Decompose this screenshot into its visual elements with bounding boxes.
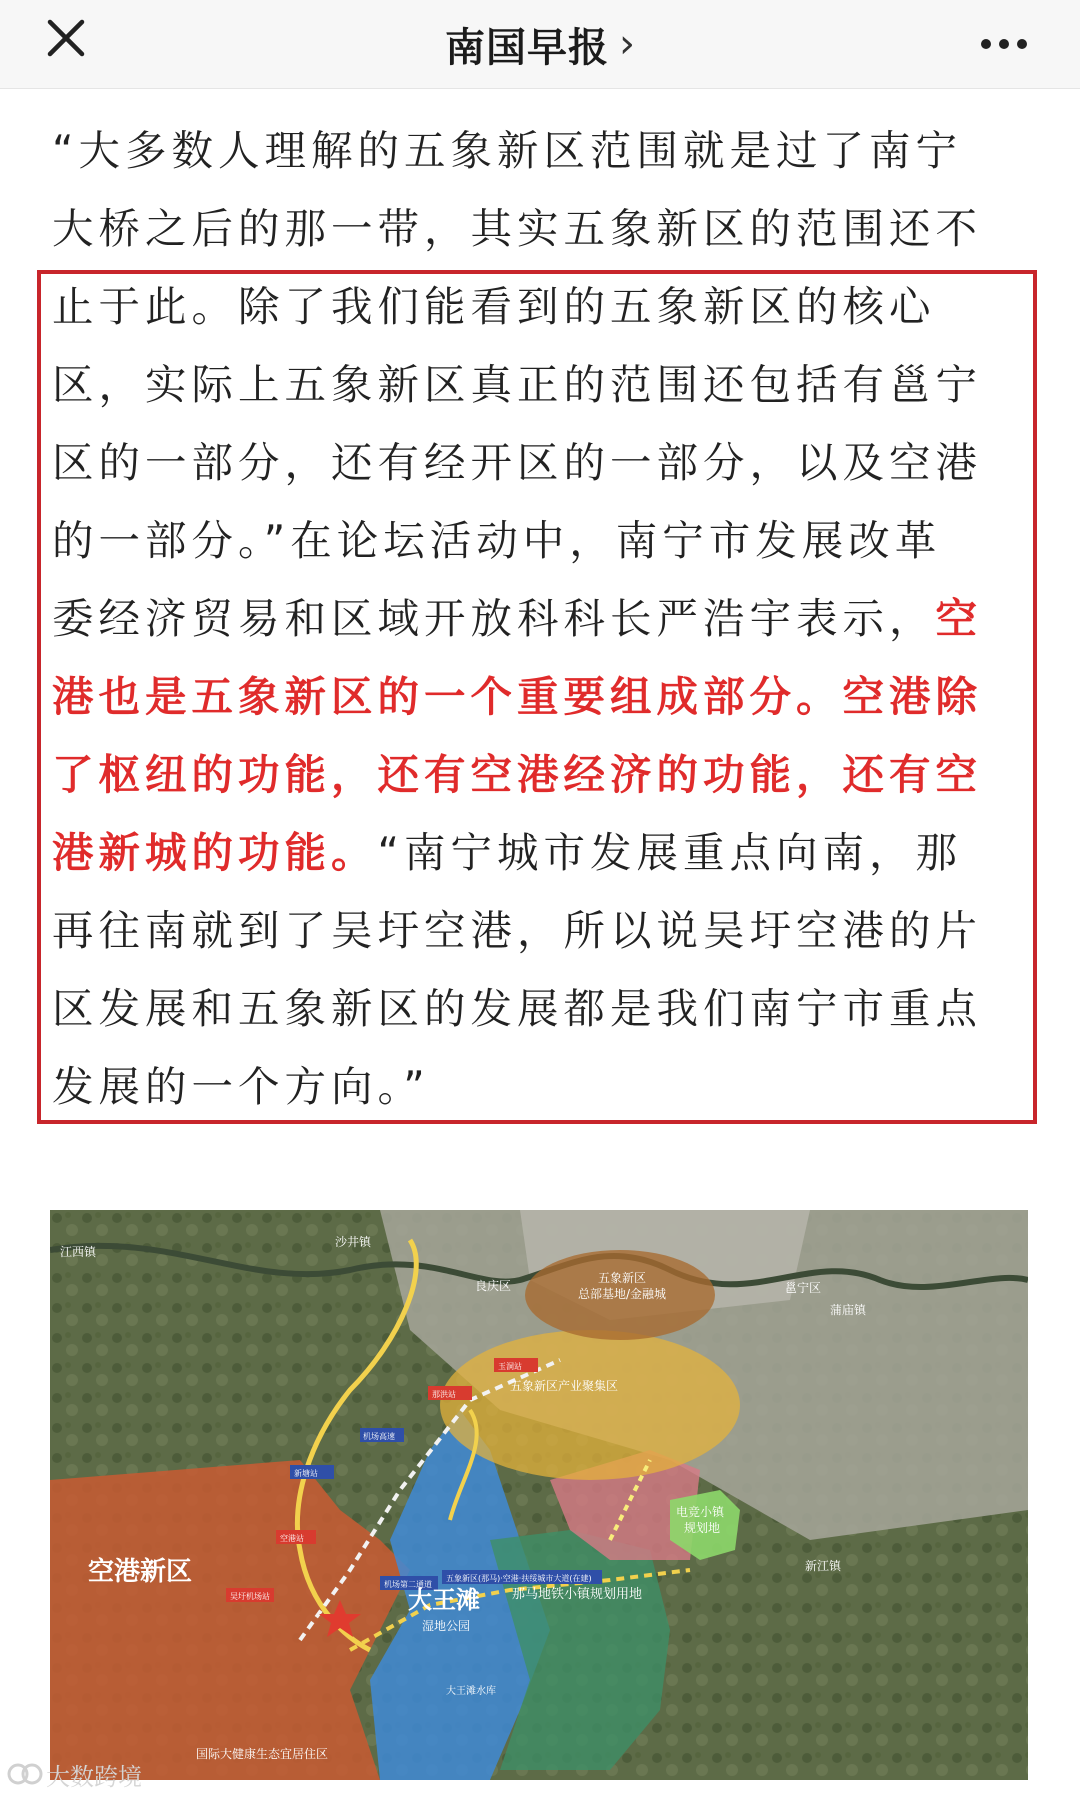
station-label: 吴圩机场站 — [230, 1592, 270, 1601]
watermark — [6, 1754, 142, 1794]
article-text: 委经济贸易和区域开放科科长严浩宇表示， — [52, 594, 936, 643]
watermark-text: 大数跨境 — [46, 1762, 142, 1791]
station-label: 玉洞站 — [498, 1362, 522, 1371]
map-label: 江西镇 — [60, 1245, 97, 1259]
map-label: 大王滩水库 — [446, 1686, 496, 1697]
map-label: 沙井镇 — [335, 1235, 372, 1249]
map-graphic — [50, 1210, 1028, 1780]
map-label: 规划地 — [684, 1521, 721, 1535]
highlight-text: 港新城的功能。 — [52, 828, 378, 877]
article-line: 止于此。除了我们能看到的五象新区的核心 — [52, 282, 936, 331]
article-line: “大多数人理解的五象新区范围就是过了南宁 — [52, 126, 963, 175]
watermark-logo-icon — [6, 1760, 46, 1788]
chevron-right-icon: › — [619, 21, 635, 67]
map-label: 蒲庙镇 — [830, 1303, 867, 1317]
map-label: 电竞小镇 — [676, 1505, 725, 1519]
station-label: 机场高速 — [363, 1432, 395, 1441]
article-line: 大桥之后的那一带，其实五象新区的范围还不 — [52, 204, 983, 253]
map-label: 空港新区 — [88, 1557, 193, 1587]
page-title[interactable]: 南国早报 — [445, 24, 609, 71]
more-icon — [972, 22, 1042, 66]
article-line: 区的一部分，还有经开区的一部分，以及空港 — [52, 438, 983, 487]
map-label: 邕宁区 — [785, 1281, 822, 1295]
highlight-line: 了枢纽的功能，还有空港经济的功能，还有空 — [52, 750, 983, 799]
map-label: 新江镇 — [805, 1559, 842, 1573]
article-line: 区发展和五象新区的发展都是我们南宁市重点 — [52, 984, 983, 1033]
industry-zone — [440, 1330, 740, 1480]
more-button[interactable] — [972, 22, 1042, 66]
highlight-frame — [37, 270, 1037, 1124]
map-label: 国际大健康生态宜居住区 — [196, 1747, 329, 1761]
station-label: 空港站 — [280, 1534, 304, 1543]
station-label: 那洪站 — [432, 1390, 456, 1399]
highlight-line: 港也是五象新区的一个重要组成部分。空港除 — [52, 672, 983, 721]
station-label: 五象新区(那马)·空港·扶绥城市大道(在建) — [446, 1574, 592, 1583]
map-label: 良庆区 — [475, 1279, 512, 1293]
station-label: 机场第二通道 — [384, 1580, 432, 1589]
station-label: 新塘站 — [294, 1469, 318, 1478]
map-label: 湿地公园 — [422, 1619, 471, 1633]
map-label: 大王滩 — [408, 1586, 480, 1614]
article-line: 的一部分。”在论坛活动中，南宁市发展改革 — [52, 516, 942, 565]
top-bar — [0, 0, 1080, 89]
article-line: 区，实际上五象新区真正的范围还包括有邕宁 — [52, 360, 983, 409]
highlight-text: 空 — [935, 594, 983, 643]
map-label: 五象新区 — [598, 1271, 647, 1285]
article-line: 再往南就到了吴圩空港，所以说吴圩空港的片 — [52, 906, 983, 955]
map-label: 那马地铁小镇规划用地 — [512, 1587, 643, 1602]
article-map-image[interactable] — [50, 1210, 1028, 1780]
account-title[interactable] — [0, 0, 1080, 88]
map-label: 总部基地/金融城 — [578, 1287, 667, 1301]
article-line: 发展的一个方向。” — [52, 1062, 430, 1111]
article-text: “南宁城市发展重点向南，那 — [377, 828, 963, 877]
map-label: 五象新区产业聚集区 — [510, 1379, 619, 1393]
